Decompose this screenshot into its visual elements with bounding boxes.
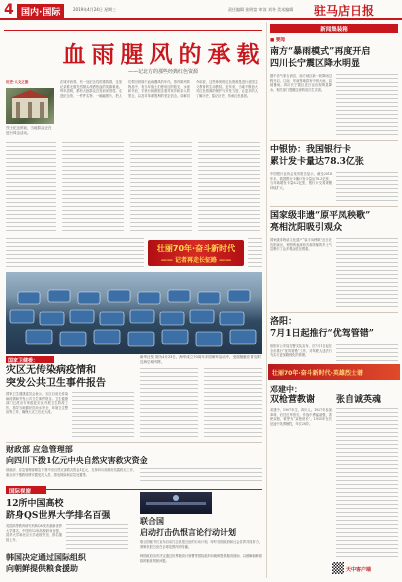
section-rule <box>46 489 262 490</box>
korea-body: 韩国政府宣布决定通过世界粮食计划署等国际组织向朝鲜提供粮食援助，以缓解朝鲜面临的粮食短缺问题。 <box>140 554 262 563</box>
luoyang-headline[interactable]: 洛阳： 7月1日起推行“优驾管错” <box>270 317 374 339</box>
un-headline[interactable]: 联合国 启动打击仇恨言论行动计划 <box>140 516 236 537</box>
text-column <box>130 142 192 232</box>
divider <box>270 312 398 313</box>
text-column <box>198 142 260 232</box>
feature-banner[interactable] <box>268 364 400 380</box>
anniversary-banner[interactable] <box>148 240 244 266</box>
health-headline[interactable]: 灾区无传染病疫情和 突发公共卫生事件报告 <box>6 365 106 389</box>
main-story-body: 在城市西郊，有一处纪念性的建筑群，这里记录着无数先烈抛头颅洒热血的英雄事迹。每年清明，都有大批群众自发前来祭奠。走进纪念馆，一件件实物、一幅幅图片，把人们带回到那个血雨腥风的年代。馆内陈列的物品中，有当年战士们使用过的枪支、水壶和书信，字里行间都饱含着对家乡和亲人的思念，以及对革命胜利的坚定信念。讲解员介绍说，这些珍贵的红色资源是进行爱国主义教育的生动教材。近年来，当地不断加大对红色资源的保护与开发力度，让更多的人了解历史，铭记历史，传承红色基因。 <box>60 80 258 98</box>
fleet-photo-caption: 新华社发 图为4月23日，海军成立70周年多国海军活动中，受阅舰艇在青岛附近海空域列阵。 <box>140 355 261 364</box>
banner-title: 壮丽70年·奋斗新时代 <box>156 244 236 253</box>
feature-banner-text: 壮丽70年·奋斗新时代·英雄烈士谱 <box>272 370 363 377</box>
text-column <box>336 238 398 310</box>
issue-date: 2019年4月24日 星期三 <box>73 7 117 12</box>
hero-title[interactable]: 双枪营教谢 <box>270 395 316 405</box>
hero-title-2[interactable]: 张自诚英魂 <box>336 395 382 405</box>
korea-headline[interactable]: 韩国决定通过国际组织 向朝鲜提供粮食援助 <box>6 552 86 573</box>
qs-ranking-body: 英国高等教育研究机构QS发布最新世界大学排名，中国有12所高校跻身百强，清华大学和北京大学表现突出，排名继续上升。 <box>6 524 62 542</box>
divider <box>270 140 398 141</box>
editor-credits: 责任编辑 张明富 审读 刘冬 美术编辑 <box>228 7 294 12</box>
feature-body: 邓建中，1907年生，四川人。1927年参加革命，后任红军营长。作战中勇猛顽强，善使双枪，被誉为“双枪营长”。1935年在长征途中英勇牺牲，年仅28岁。 <box>270 408 332 426</box>
text-column <box>336 344 398 362</box>
bank-card-body: 中国银行业协会发布报告显示，截至2018年末，我国银行卡累计发卡量达78.3亿张，当年新增发卡量6.2亿张，银行卡交易规模持续扩大。 <box>270 172 332 190</box>
text-column <box>6 238 144 268</box>
finance-body: 财政部、应急管理部紧急下拨中央自然灾害救灾资金1亿元，支持四川省做好抗震救灾工作，重点用于搜救转移安置受灾人员、排危除险和应急处置等。 <box>6 468 136 477</box>
column-divider <box>266 22 267 578</box>
banner-subtitle: —— 记者再走长征路 —— <box>160 257 232 264</box>
right-section-label[interactable]: 新闻集装箱 <box>270 24 398 33</box>
photo-caption: 烈士纪念馆前，当地群众正在进行悼念活动。 <box>6 126 52 135</box>
text-column <box>62 142 124 232</box>
section-tab[interactable]: 国内·国际 <box>17 4 64 19</box>
newspaper-masthead: 驻马店日报 <box>314 4 375 18</box>
top-rule <box>4 30 262 31</box>
text-column <box>6 142 56 232</box>
health-tag: 国家卫健委： <box>6 356 54 363</box>
international-section-label[interactable]: 国际视窗 <box>6 486 46 494</box>
folk-dance-headline[interactable]: 国家级非遗“原平凤秧歌” 亮相沈阳吸引观众 <box>270 211 371 233</box>
text-column <box>140 468 262 482</box>
finance-headline[interactable]: 财政部 应急管理部 向四川下拨1亿元中央自然灾害救灾资金 <box>6 444 148 465</box>
bank-card-headline[interactable]: 中银协：我国银行卡 累计发卡量达78.3亿张 <box>270 145 364 167</box>
text-column <box>72 392 134 440</box>
folk-dance-body: 国家级非物质文化遗产“原平凤秧歌”近日在沈阳演出，独特的表演形式和浓郁的乡土气息吸引了众多观众驻足观看。 <box>270 238 332 251</box>
luoyang-body: 洛阳市公安局交警支队宣布，自7月1日起在全市推行“优驾管错”工作，对驾驶人违法行为实行更加精细化的管理。 <box>270 344 332 357</box>
rain-body: 据中央气象台消息，南方地区新一轮降雨过程开启，江南、华南等地将有中到大雨，局地暴雨。四川长宁震区近日也出现明显降水，相关部门提醒注意防范次生灾害。 <box>270 74 332 92</box>
text-column <box>204 368 262 440</box>
text-column <box>140 368 198 440</box>
divider <box>270 206 398 207</box>
app-logo[interactable]: 天中客户端 <box>346 567 372 573</box>
text-column <box>336 74 398 136</box>
text-column <box>66 524 128 552</box>
page-number: 4 <box>4 2 14 18</box>
un-photo <box>140 492 212 514</box>
memorial-photo <box>6 88 54 124</box>
main-headline[interactable]: 血雨腥风的承载 <box>62 41 266 68</box>
qs-ranking-headline[interactable]: 12所中国高校 跻身QS世界大学排名百强 <box>6 499 111 521</box>
inset-label: 历史·人文之旅 <box>6 80 29 84</box>
text-column <box>248 238 262 268</box>
rain-headline[interactable]: 南方“暴雨模式”再度开启 四川长宁震区降水明显 <box>270 47 371 69</box>
qr-code[interactable] <box>332 562 344 574</box>
right-column-tag: ■ 要闻 <box>270 38 285 43</box>
fleet-photo <box>6 272 262 354</box>
main-subheadline: ——记北方的那些经典红色资源 <box>127 69 198 75</box>
hero-name: 邓建中： <box>270 384 302 394</box>
health-body: 国家卫生健康委员会表示，灾区目前无传染病疫情和突发公共卫生事件报告。卫生健康部门已派出专家组赴灾区开展卫生防疫工作，指导当地做好饮用水安全、环境卫生整治等工作，确保大灾之后无大疫。 <box>6 392 68 414</box>
text-column <box>336 408 398 558</box>
page-header <box>0 0 402 20</box>
text-column <box>336 172 398 202</box>
un-body: 联合国秘书长宣布启动打击仇恨言论的行动计划，呼吁各国政府和社会各界共同努力，遏制仇恨言论在全球范围内的传播。 <box>140 540 262 549</box>
divider <box>6 442 262 443</box>
